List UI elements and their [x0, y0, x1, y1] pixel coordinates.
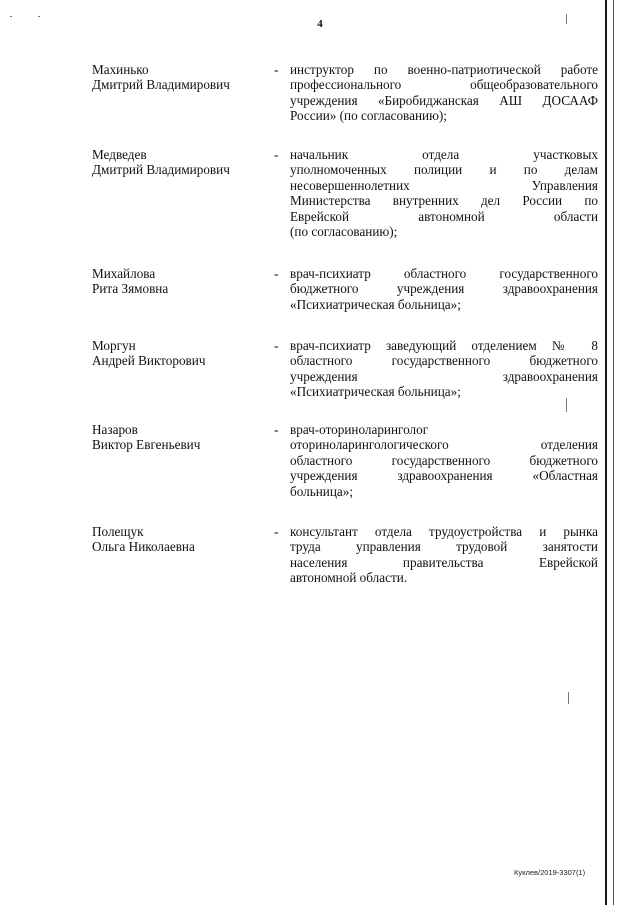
- position-line: областного государственного бюджетного: [290, 452, 598, 468]
- position-line: России» (по согласованию);: [290, 108, 447, 124]
- member-name: [92, 147, 272, 178]
- member-position: [290, 266, 598, 312]
- page-number: 4: [317, 18, 323, 30]
- position-line: уполномоченных полиции и по делам: [290, 162, 598, 178]
- position-line: населения правительства Еврейской: [290, 554, 598, 570]
- position-line: труда управления трудовой занятости: [290, 539, 598, 555]
- member-given-name: Ольга Николаевна: [92, 539, 195, 555]
- entry-dash: -: [274, 524, 279, 539]
- entry-dash: -: [274, 147, 279, 162]
- position-line: «Психиатрическая больница»;: [290, 384, 461, 400]
- position-line: автономной области.: [290, 570, 408, 586]
- member-surname: Махинько: [92, 62, 149, 77]
- position-line: профессионального общеобразовательного: [290, 77, 598, 93]
- position-line: учреждения здравоохранения «Областная: [290, 468, 598, 484]
- member-surname: Назаров: [92, 422, 138, 437]
- position-line: учреждения здравоохранения: [290, 368, 598, 384]
- member-name: [92, 524, 272, 555]
- position-line: учреждения «Биробиджанская АШ ДОСААФ: [290, 92, 598, 108]
- scan-margin-line-secondary: [613, 0, 614, 905]
- member-name: [92, 338, 272, 369]
- position-line: бюджетного учреждения здравоохранения: [290, 281, 598, 297]
- entry-dash: -: [274, 62, 279, 77]
- member-given-name: Дмитрий Владимирович: [92, 162, 230, 178]
- member-position: [290, 62, 598, 124]
- member-surname: Медведев: [92, 147, 147, 162]
- member-position: [290, 338, 598, 400]
- position-line: областного государственного бюджетного: [290, 353, 598, 369]
- member-given-name: Дмитрий Владимирович: [92, 77, 230, 93]
- entry-dash: -: [274, 338, 279, 353]
- member-surname: Моргун: [92, 338, 136, 353]
- member-surname: Полещук: [92, 524, 144, 539]
- entry-dash: -: [274, 422, 279, 437]
- scan-speck: [10, 16, 12, 17]
- position-line: врач-психиатр заведующий отделением № 8: [290, 338, 598, 353]
- scan-speck: [566, 14, 567, 24]
- position-line: больница»;: [290, 483, 354, 499]
- position-line: «Психиатрическая больница»;: [290, 296, 461, 312]
- member-position: [290, 147, 598, 239]
- member-name: [92, 422, 272, 453]
- member-position: [290, 422, 598, 499]
- position-line: инструктор по военно-патриотической работе: [290, 62, 598, 77]
- position-line: консультант отдела трудоустройства и рынка: [290, 524, 598, 539]
- position-line: Еврейской автономной области: [290, 208, 598, 224]
- scan-speck: [568, 692, 569, 704]
- scan-margin-line: [605, 0, 607, 905]
- entry-dash: -: [274, 266, 279, 281]
- member-given-name: Рита Зямовна: [92, 281, 169, 297]
- position-line: врач-психиатр областного государственного: [290, 266, 598, 281]
- member-given-name: Виктор Евгеньевич: [92, 437, 201, 453]
- member-position: [290, 524, 598, 586]
- member-given-name: Андрей Викторович: [92, 353, 206, 369]
- scan-speck: [566, 398, 567, 412]
- position-line: начальник отдела участковых: [290, 147, 598, 162]
- position-line: Министерства внутренних дел России по: [290, 193, 598, 209]
- member-name: [92, 62, 272, 93]
- position-line: врач-оториноларинголог: [290, 422, 429, 437]
- position-line: оториноларингологического отделения: [290, 437, 598, 453]
- member-surname: Михайлова: [92, 266, 156, 281]
- position-line: несовершеннолетних Управления: [290, 177, 598, 193]
- scan-speck: [38, 16, 40, 17]
- position-line: (по согласованию);: [290, 224, 398, 240]
- document-code: Куклев/2019-3307(1): [514, 868, 586, 877]
- member-name: [92, 266, 272, 297]
